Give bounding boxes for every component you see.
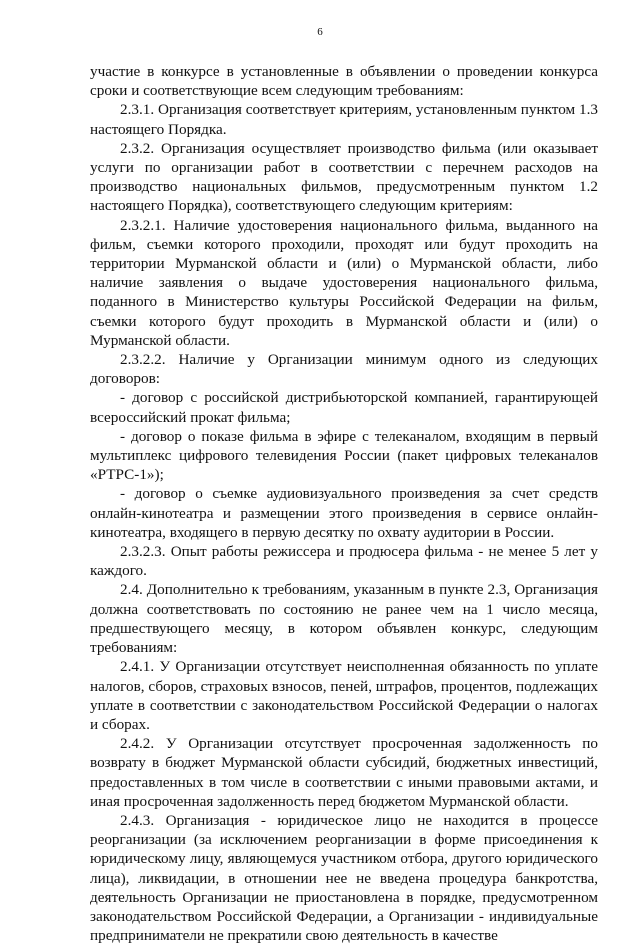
paragraph-2-3-2-3: 2.3.2.3. Опыт работы режиссера и продюсера фильма - не менее 5 лет у каждого. [90,543,598,580]
list-item-tv-contract: - договор о показе фильма в эфире с телеканалом, входящим в первый мультиплекс цифрового телевидения России (пакет цифровых телеканалов «РТРС-1»); [90,427,598,484]
paragraph-2-3-2: 2.3.2. Организация осуществляет производство фильма (или оказывает услуги по организации работ в соответствии с перечнем расходов на производство национальных фильмов, предусмотренным пунктом 1.2 настоящего Порядка), соответствующего следующим критериям: [90,139,598,215]
list-item-distributor-contract: - договор с российской дистрибьюторской компанией, гарантирующей всероссийский прокат фильма; [90,389,598,426]
paragraph-2-3-2-1: 2.3.2.1. Наличие удостоверения национального фильма, выданного на фильм, съемки которого проходили, проходят или будут проходить на территории Мурманской области и (или) о Мурманской области, либо наличие заявления о выдаче удостоверения национального фильма, поданного в Министерство культуры Российской Федерации на фильм, съемки которого будут проходить в Мурманской области и (или) о Мурманской области. [90,216,598,349]
page-number: 6 [317,26,323,38]
paragraph-2-4-1: 2.4.1. У Организации отсутствует неисполненная обязанность по уплате налогов, сборов, страховых взносов, пеней, штрафов, процентов, подлежащих уплате в соответствии с законодательством Российской Федерации о налогах и сборах. [90,658,598,733]
list-item-online-cinema-contract: - договор о съемке аудиовизуального произведения за счет средств онлайн-кинотеатра и размещении этого произведения в сервисе онлайн-кинотеатра, входящего в первую десятку по охвату аудитории в России. [90,485,598,541]
paragraph-2-3-2-2: 2.3.2.2. Наличие у Организации минимум одного из следующих договоров: [90,351,598,388]
paragraph-2-3-1: 2.3.1. Организация соответствует критериям, установленным пунктом 1.3 настоящего Порядка. [90,101,598,138]
document-body [90,62,598,945]
paragraph-2-4-3: 2.4.3. Организация - юридическое лицо не находится в процессе реорганизации (за исключением реорганизации в форме присоединения к юридическому лицу, являющемуся участником отбора, другого юридического лица), ликвидации, в отношении нее не введена процедура банкротства, деятельность Организации не приостановлена в порядке, предусмотренном законодательством Российской Федерации, а Организации - индивидуальные предприниматели не прекратили свою деятельность в качестве [90,811,598,945]
paragraph-2-4: 2.4. Дополнительно к требованиям, указанным в пункте 2.3, Организация должна соответствовать по состоянию не ранее чем на 1 число месяца, предшествующего месяцу, в котором объявлен конкурс, следующим требованиям: [90,581,598,657]
paragraph-2-4-2: 2.4.2. У Организации отсутствует просроченная задолженность по возврату в бюджет Мурманской области субсидий, бюджетных инвестиций, предоставленных в том числе в соответствии с иными правовыми актами, и иная просроченная задолженность перед бюджетом Мурманской области. [90,735,598,810]
paragraph-continuation: участие в конкурсе в установленные в объявлении о проведении конкурса сроки и соответствующие всем следующим требованиям: [90,63,598,100]
